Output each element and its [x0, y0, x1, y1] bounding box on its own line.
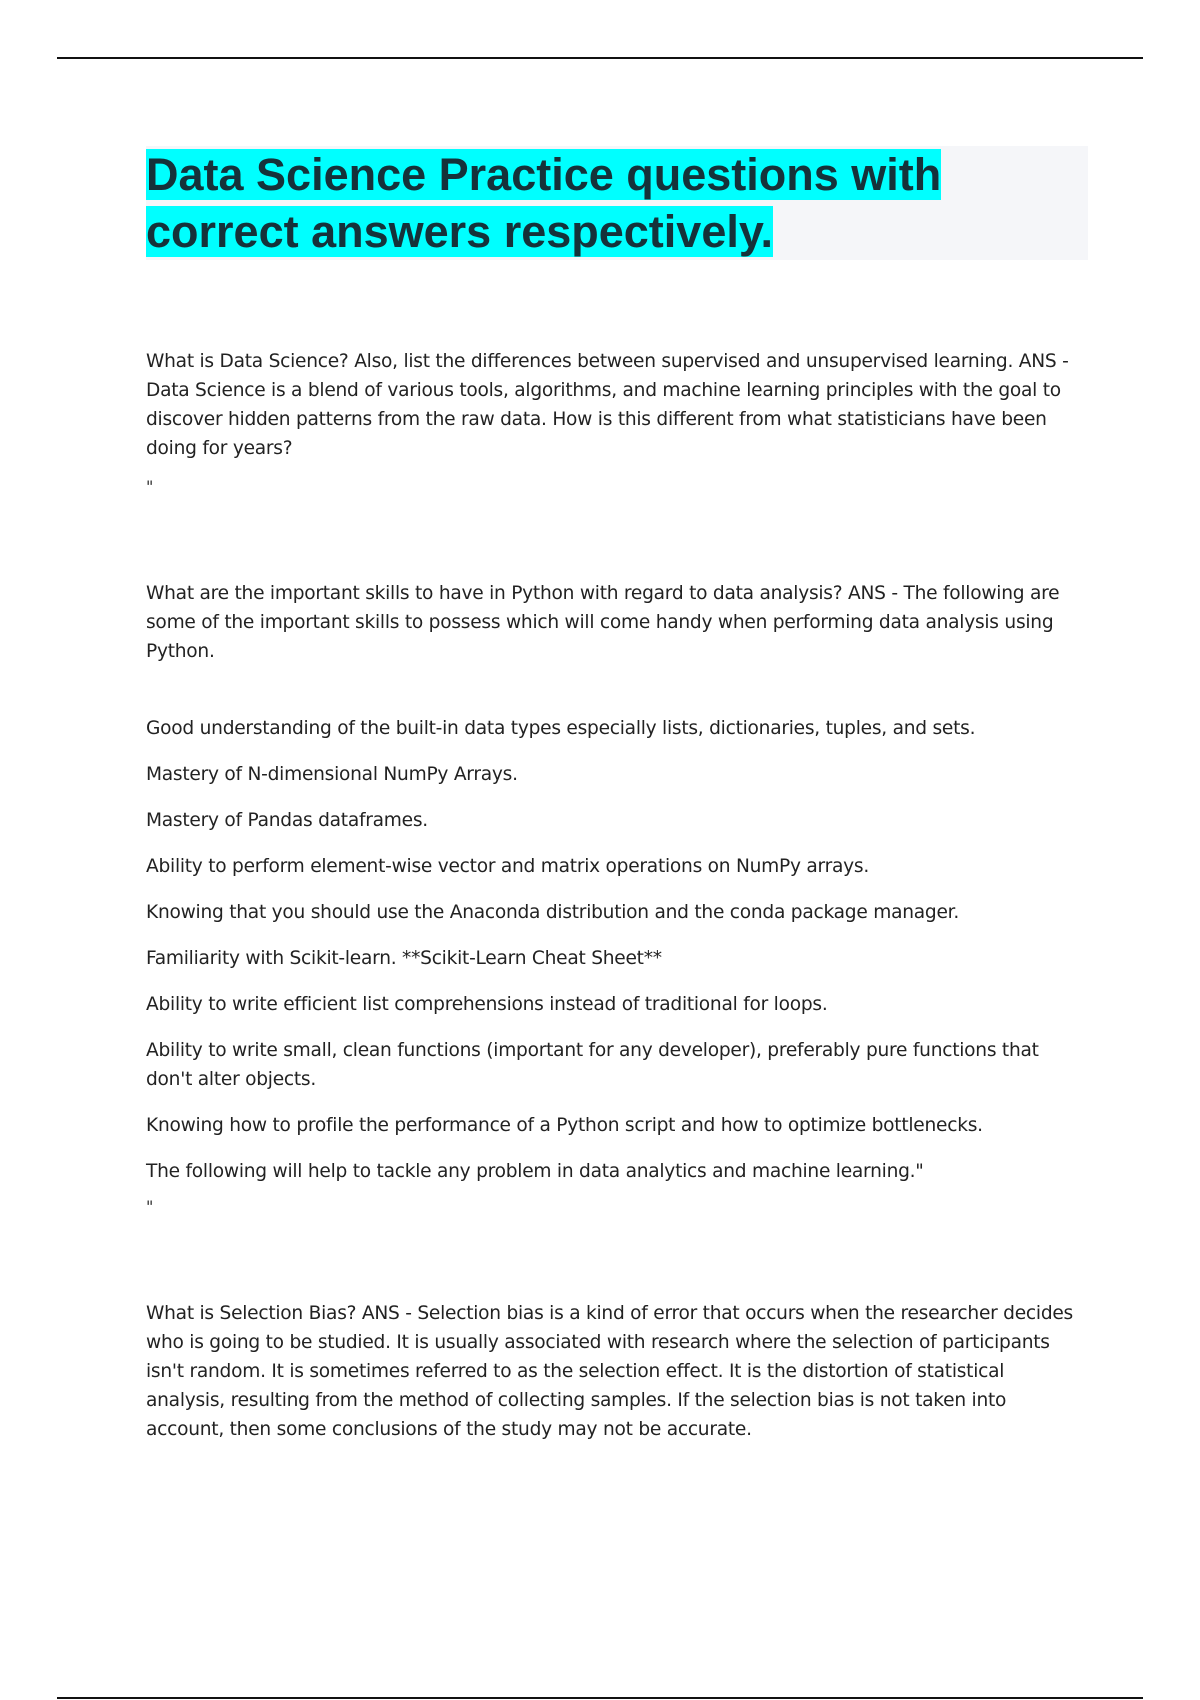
document-title — [146, 146, 1088, 260]
list-item: Ability to write small, clean functions (important for any developer), preferably pure functions that don't alter objects. — [146, 1040, 1039, 1090]
skills-list — [146, 714, 1088, 1186]
question-what-is-data-science: What is Data Science? Also, list the differences between supervised and unsupervised learning. ANS - Data Science is a blend of various tools, algorithms, and machine learning principles with the goal to discover hidden patterns from the raw data. How is this different from what statisticians have been doing for years? — [146, 351, 1069, 459]
header-rule — [57, 57, 1143, 59]
list-item: Good understanding of the built-in data types especially lists, dictionaries, tuples, and sets. — [146, 718, 976, 739]
separator-mark: " — [146, 477, 154, 496]
title-block — [146, 146, 1088, 260]
list-item: Ability to perform element-wise vector and matrix operations on NumPy arrays. — [146, 856, 870, 877]
title-highlight: Data Science Practice questions with correct answers respectively. — [146, 149, 942, 257]
list-item: Mastery of Pandas dataframes. — [146, 810, 428, 831]
list-item: Mastery of N-dimensional NumPy Arrays. — [146, 764, 518, 785]
footer-rule — [57, 1697, 1143, 1699]
separator-mark: " — [146, 1197, 154, 1216]
list-item: Familiarity with Scikit-learn. **Scikit-Learn Cheat Sheet** — [146, 948, 662, 969]
list-item: Knowing how to profile the performance of a Python script and how to optimize bottlenecks. — [146, 1115, 983, 1136]
list-item: Knowing that you should use the Anaconda distribution and the conda package manager. — [146, 902, 959, 923]
list-item: The following will help to tackle any problem in data analytics and machine learning." — [146, 1161, 924, 1182]
document-page — [146, 146, 1088, 1444]
question-python-skills: What are the important skills to have in Python with regard to data analysis? ANS - The following are some of the important skills to possess which will come handy when performing data analysis using Python. — [146, 583, 1060, 662]
question-selection-bias: What is Selection Bias? ANS - Selection bias is a kind of error that occurs when the researcher decides who is going to be studied. It is usually associated with research where the selection of participants isn't random. It is sometimes referred to as the selection effect. It is the distortion of statistical analysis, resulting from the method of collecting samples. If the selection bias is not taken into account, then some conclusions of the study may not be accurate. — [146, 1303, 1073, 1440]
list-item: Ability to write efficient list comprehensions instead of traditional for loops. — [146, 994, 828, 1015]
